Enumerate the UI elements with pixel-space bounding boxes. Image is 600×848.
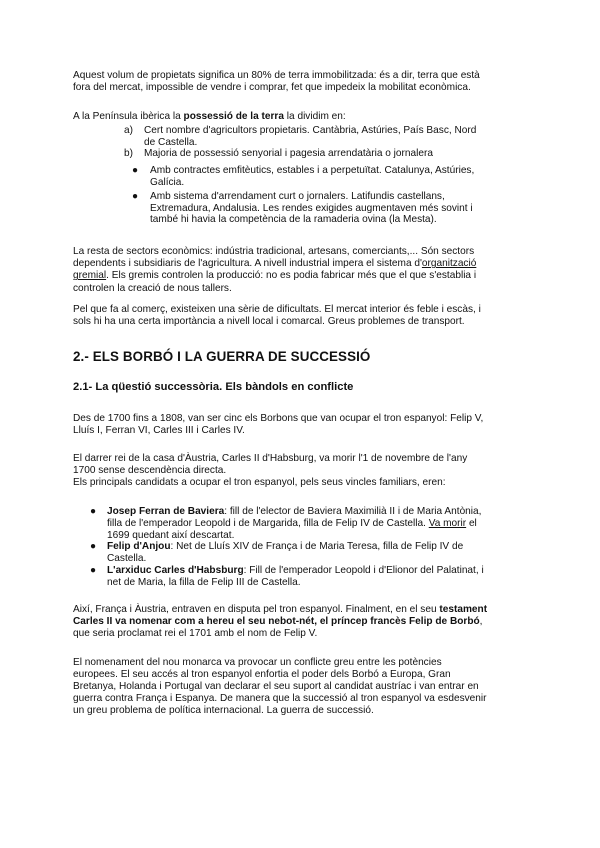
text-line xyxy=(107,506,528,518)
text-line: Aquest volum de propietats significa un 80% de terra immobilitzada: és a dir, terra que està xyxy=(73,70,480,81)
paragraph-borbons xyxy=(73,413,527,437)
list-item xyxy=(132,165,528,188)
paragraph-commerce xyxy=(73,304,527,328)
subsection-heading: 2.1- La qüestió successòria. Els bàndols en conflicte xyxy=(73,381,354,393)
text-line: Amb sistema d'arrendament curt o jornalers. Latifundis castellans, xyxy=(150,191,445,203)
bullet-icon: ● xyxy=(90,564,97,576)
text-line: Els principals candidats a ocupar el tron espanyol, pels seus vincles familiars, eren: xyxy=(73,477,446,488)
bold-term: Carles II va nomenar com a hereu el seu nebot-nét, el príncep francès Felip de Borbó xyxy=(73,616,480,627)
text-line: europees. El seu accés al tron espanyol enfortia el poder dels Borbó a Europa, Gran xyxy=(73,669,451,680)
text-line: Cert nombre d'agricultors propietaris. Cantàbria, Astúries, País Basc, Nord xyxy=(144,125,477,136)
candidates-list xyxy=(90,506,528,589)
bold-term: testament xyxy=(439,604,488,615)
bold-term: possessió de la terra xyxy=(183,111,284,122)
list-item xyxy=(116,148,528,160)
text-line: un greu problema de política internacional. La guerra de successió. xyxy=(73,705,374,716)
text-run: A la Península ibèrica la xyxy=(73,111,184,122)
paragraph-land-volume xyxy=(73,70,527,93)
text-line: Amb contractes emfitèutics, estables i a perpetuïtat. Catalunya, Astúries, xyxy=(150,165,475,176)
text-run: : fill de l'elector de Baviera Maximilià II i de Maria Antònia, xyxy=(224,506,482,517)
text-line: La resta de sectors econòmics: indústria tradicional, artesans, comerciants,... Són sectors xyxy=(73,246,475,257)
paragraph-land-possession xyxy=(73,111,527,123)
text-line xyxy=(107,541,528,553)
paragraph-last-king xyxy=(73,453,527,489)
text-line: El nomenament del nou monarca va provocar un conflicte greu entre les potències xyxy=(73,657,442,668)
text-run: el xyxy=(466,517,477,529)
paragraph-testament xyxy=(73,604,527,640)
text-run: la dividim en: xyxy=(283,111,346,122)
bullet-icon: ● xyxy=(132,165,139,176)
text-line: Lluís I, Ferran VI, Carles III i Carles IV. xyxy=(73,425,245,436)
text-line: Castella. xyxy=(107,553,147,565)
text-line: sols hi ha una certa importància a nivell local i comarcal. Greus problemes de transport. xyxy=(73,316,465,327)
text-line: Des de 1700 fins a 1808, van ser cinc els Borbons que van ocupar el tron espanyol: Felip V, xyxy=(73,413,484,424)
bullet-icon: ● xyxy=(132,191,139,203)
text-line: Galícia. xyxy=(150,176,185,188)
text-line: 1699 quedant així descartat. xyxy=(107,529,235,541)
text-line: guerra contra França i Espanya. De manera que la successió al tron espanyol va esdesvenir xyxy=(73,693,487,704)
list-item xyxy=(90,541,528,565)
text-run: Així, França i Àustria, entraven en disputa pel tron espanyol. Finalment, en el seu xyxy=(73,604,440,615)
text-run: dependents i subsidiaris de l'agricultura. A nivell industrial impera el sistema d' xyxy=(73,258,422,270)
text-line xyxy=(73,270,527,282)
list-marker: b) xyxy=(124,148,133,160)
bullet-icon: ● xyxy=(90,506,97,517)
list-marker: a) xyxy=(124,125,133,136)
candidate-name: Felip d'Anjou xyxy=(107,541,171,553)
list-item xyxy=(132,191,528,226)
text-run: . Els gremis controlen la producció: no es podia fabricar més que el que s'establia i xyxy=(106,270,477,282)
text-run: : Fill de l'emperador Leopold i d'Elionor del Palatinat, i xyxy=(243,564,484,576)
bullet-icon: ● xyxy=(90,541,97,553)
candidate-name: Josep Ferran de Baviera xyxy=(107,506,225,517)
text-line xyxy=(73,604,527,616)
text-line: Extremadura, Andalusia. Les rendes exigides augmentaven més sovint i xyxy=(150,202,473,214)
text-line xyxy=(107,518,528,530)
candidate-name: L'arxiduc Carles d'Habsburg xyxy=(107,564,244,576)
underlined-term: Va morir xyxy=(428,517,467,529)
text-line: controlen la creació de nous tallers. xyxy=(73,282,232,294)
text-line: Pel que fa al comerç, existeixen una sèrie de dificultats. El mercat interior és feble i escàs, i xyxy=(73,304,481,315)
list-item xyxy=(90,506,528,541)
text-line: 1700 sense descendència directa. xyxy=(73,465,227,476)
text-line xyxy=(107,565,528,577)
list-item xyxy=(116,125,528,148)
text-line: que seria proclamat rei el 1701 amb el nom de Felip V. xyxy=(73,628,318,639)
text-line: Majoria de possessió senyorial i pagesia arrendatària o jornalera xyxy=(144,148,433,160)
paragraph-other-sectors xyxy=(73,246,527,295)
text-line xyxy=(73,616,527,628)
text-run: filla de l'emperador Leopold i de Margarida, filla de Felip IV de Castella. xyxy=(107,517,429,529)
text-line: fora del mercat, impossible de vendre i comprar, fet que impedeix la mobilitat econòmica. xyxy=(73,81,471,93)
list-item xyxy=(90,565,528,589)
text-line: El darrer rei de la casa d'Àustria, Carles II d'Habsburg, va morir l'1 de novembre de l'any xyxy=(73,453,468,464)
underlined-term: organització xyxy=(421,258,477,270)
alpha-list xyxy=(116,125,528,160)
underlined-term: gremial xyxy=(73,270,107,282)
paragraph-war-succession xyxy=(73,657,527,717)
text-run: , xyxy=(479,616,483,627)
text-run: : Net de Lluís XIV de França i de Maria Teresa, filla de Felip IV de xyxy=(170,541,464,553)
text-line: de Castella. xyxy=(144,136,198,148)
text-line xyxy=(73,258,527,270)
text-line: net de Maria, la filla de Felip III de Castella. xyxy=(107,576,301,588)
section-heading: 2.- ELS BORBÓ I LA GUERRA DE SUCCESSIÓ xyxy=(73,349,371,364)
text-line: també hi havia la competència de la ramaderia ovina (la Mesta). xyxy=(150,214,437,226)
text-line: Bretanya, Holanda i Portugal van declarar el seu suport al candidat austríac i van entrar en xyxy=(73,681,479,692)
sub-bullet-list xyxy=(132,165,528,226)
